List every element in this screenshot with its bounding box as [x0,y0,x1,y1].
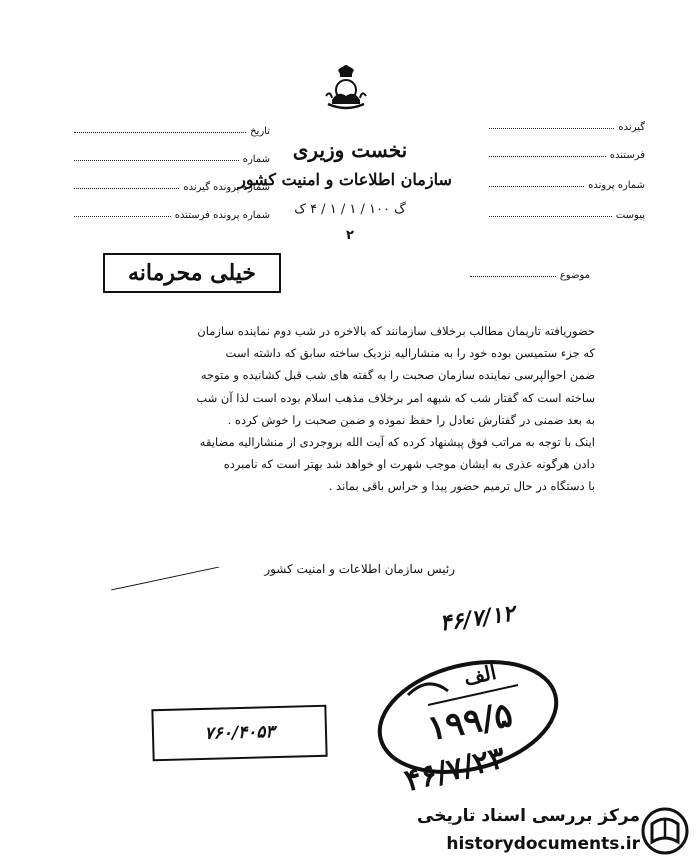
receiver-label: گیرنده [618,122,645,133]
receiver-file-label: شماره پرونده گیرنده [183,182,270,193]
body-line: که جزء ستمیسن بوده خود را به منشاراليه نزدیک ساخته سابق که داشته است [225,346,595,361]
registration-code: ۱۹۹/۵ [424,694,516,750]
letter-body [95,320,595,498]
body-line: ساخته است که گفتار شب که شبهه امر برخلاف مذهب اسلام بوده است لذا آن شب [196,390,595,405]
file-number-field [485,180,645,191]
date-field [70,126,270,137]
office-code: گ ۱۰۰ / ۱ / ۱ / ۴ ک [294,202,406,217]
registration-date: ۴۶/۷/۲۳ [401,740,509,799]
receiver-file-field [70,182,270,193]
lion-and-sun-emblem-icon [318,60,374,116]
number-label: شماره [242,154,270,165]
receiver-field [485,122,645,133]
archive-box-stamp: ۷۶۰/۴۰۵۳ [151,705,327,762]
attachment-field [485,210,645,221]
date-label: تاریخ [250,126,270,137]
watermark-title: مرکز بررسی اسناد تاریخی [417,806,640,826]
attachment-label: پیوست [615,210,645,221]
signature-title: رئیس سازمان اطلاعات و امنیت کشور [264,562,455,576]
classification-stamp: خیلی محرمانه [103,253,281,293]
sender-field [485,150,645,161]
subject-field [470,270,590,281]
handwritten-date: ۴۶/۷/۱۲ [438,600,517,637]
page-number: ۲ [346,228,354,243]
number-field [70,154,270,165]
subject-label: موضوع [559,270,590,281]
watermark-url: historydocuments.ir [446,834,640,854]
file-number-label: شماره پرونده [588,180,645,191]
sender-file-label: شماره پرونده فرستنده [174,210,270,221]
body-line: حضوریافته تاریمان مطالب برخلاف سازمانند که بالاخره در شب دوم نماینده سازمان [197,324,595,338]
body-line: دادن هرگونه عذری به ایشان موجب شهرت او خواهد شد بهتر است که نامبرده [223,457,595,472]
body-line: با دستگاه در حال ترمیم حضور پیدا و حراس باقی بماند . [328,479,595,494]
body-line: اینک با توجه به مراتب فوق پیشنهاد کرده که آیت الله بروجردی از منشاراليه مضایقه [199,435,595,450]
body-line: ضمن احوالپرسی نماینده سازمان صحبت را به گفته های شب قبل کشانیده و متوجه [200,368,595,383]
sender-file-field [70,210,270,221]
body-line: به بعد ضمنی در گفتارش تعادل را حفظ نموده و ضمن صحبت را خوش کرده . [227,412,595,427]
history-documents-logo-icon [640,806,690,856]
header-title: نخست وزیری [292,138,408,162]
sender-label: فرستنده [609,150,645,161]
organization-name: سازمان اطلاعات و امنیت کشور [238,170,452,189]
registration-letter: الف [461,659,499,691]
